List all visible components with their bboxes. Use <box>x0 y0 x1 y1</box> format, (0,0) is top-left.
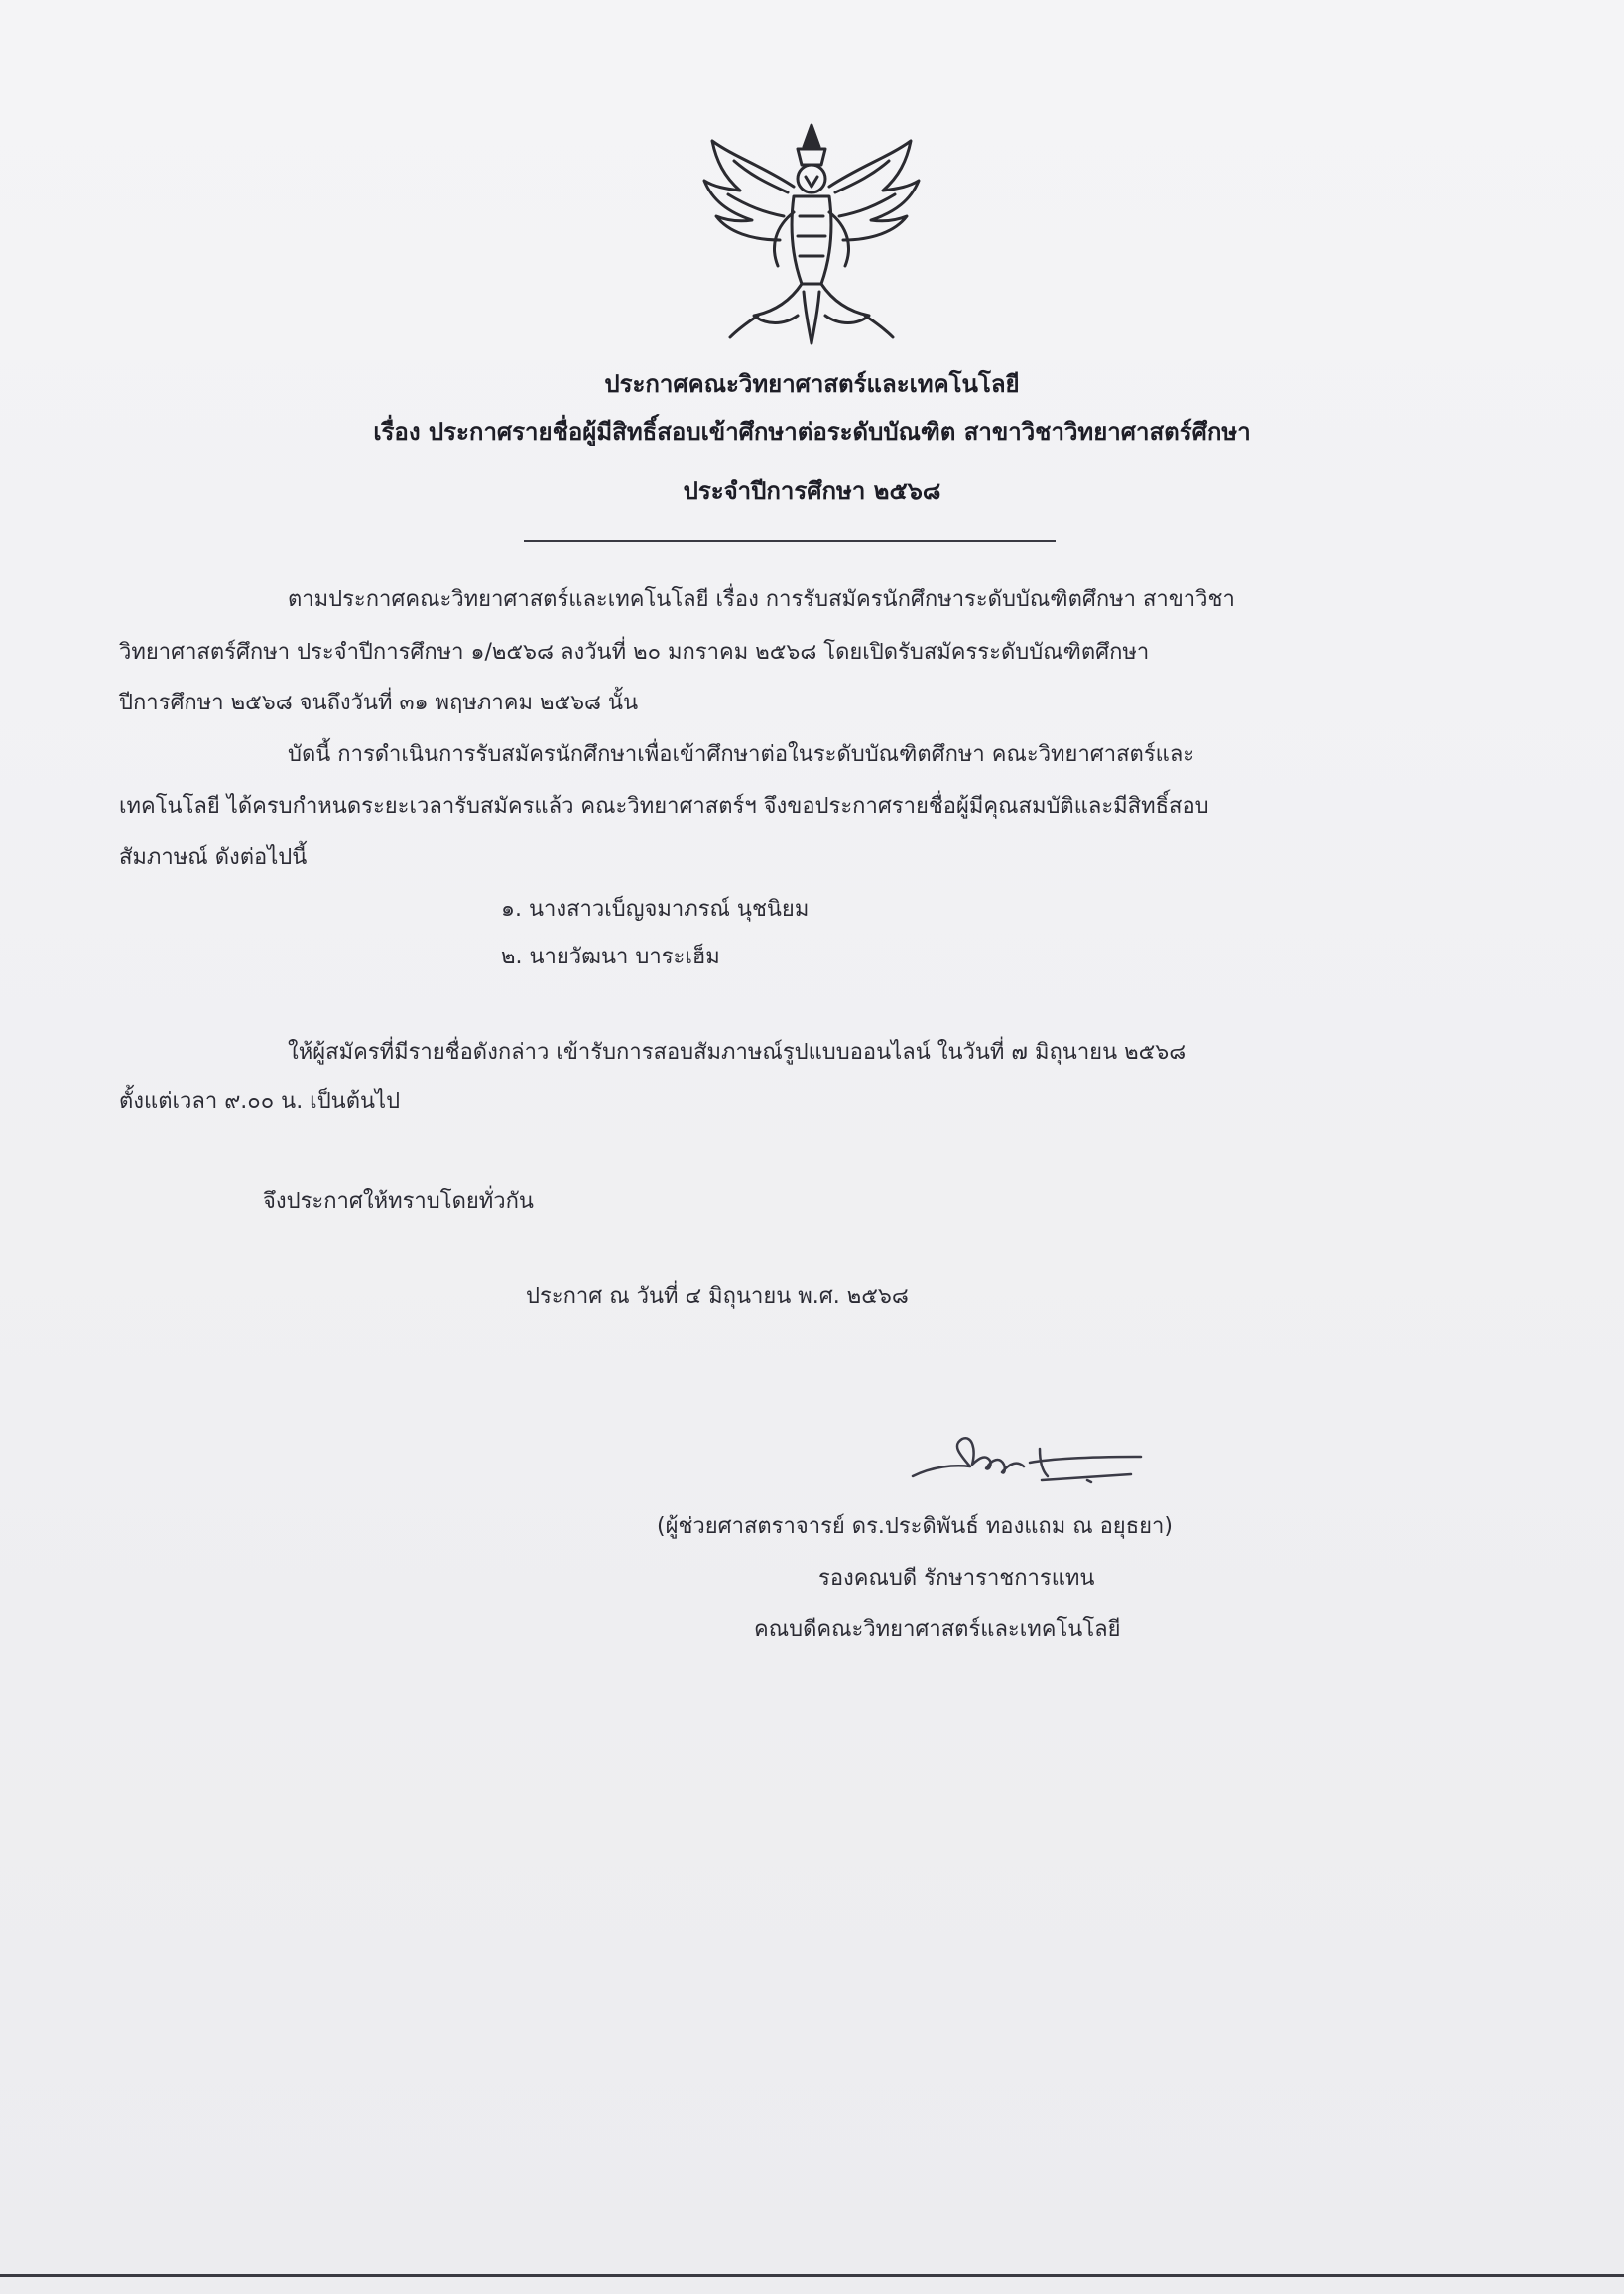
signatory-position-1: รองคณบดี รักษาราชการแทน <box>818 1566 1095 1591</box>
paragraph-2-line-2: เทคโนโลยี ได้ครบกำหนดระยะเวลารับสมัครแล้ว คณะวิทยาศาสตร์ฯ จึงขอประกาศรายชื่อผู้มีคุณสมบัติและมีสิทธิ์สอบ <box>119 794 1209 819</box>
page-bottom-border <box>0 2274 1624 2277</box>
heading-divider <box>524 540 1056 542</box>
paragraph-3-line-2: ตั้งแต่เวลา ๙.๐๐ น. เป็นต้นไป <box>119 1089 401 1114</box>
garuda-emblem-icon <box>694 117 929 351</box>
candidate-item: ๒. นายวัฒนา บาระเฮ็ม <box>501 945 720 969</box>
announcement-title: ประกาศคณะวิทยาศาสตร์และเทคโนโลยี <box>604 370 1020 398</box>
signatory-name: (ผู้ช่วยศาสตราจารย์ ดร.ประดิพันธ์ ทองแถม ณ อยุธยา) <box>657 1514 1173 1539</box>
announcement-subject: เรื่อง ประกาศรายชื่อผู้มีสิทธิ์สอบเข้าศึกษาต่อระดับบัณฑิต สาขาวิชาวิทยาศาสตร์ศึกษา <box>373 418 1251 446</box>
paragraph-1-line-1: ตามประกาศคณะวิทยาศาสตร์และเทคโนโลยี เรื่อง การรับสมัครนักศึกษาระดับบัณฑิตศึกษา สาขาวิชา <box>288 587 1235 612</box>
signatory-position-2: คณบดีคณะวิทยาศาสตร์และเทคโนโลยี <box>754 1617 1121 1642</box>
closing-statement: จึงประกาศให้ทราบโดยทั่วกัน <box>263 1189 534 1213</box>
paragraph-1-line-2: วิทยาศาสตร์ศึกษา ประจำปีการศึกษา ๑/๒๕๖๘ ลงวันที่ ๒๐ มกราคม ๒๕๖๘ โดยเปิดรับสมัครระดับบัณฑิตศึกษา <box>119 640 1150 665</box>
signature-image <box>893 1409 1171 1508</box>
paragraph-2-line-3: สัมภาษณ์ ดังต่อไปนี้ <box>119 845 308 870</box>
paragraph-1-line-3: ปีการศึกษา ๒๕๖๘ จนถึงวันที่ ๓๑ พฤษภาคม ๒๕๖๘ นั้น <box>119 691 639 715</box>
candidate-item: ๑. นางสาวเบ็ญจมาภรณ์ นุชนิยม <box>501 897 810 922</box>
paragraph-3-line-1: ให้ผู้สมัครที่มีรายชื่อดังกล่าว เข้ารับการสอบสัมภาษณ์รูปแบบออนไลน์ ในวันที่ ๗ มิถุนายน ๒๕๖๘ <box>288 1040 1187 1065</box>
announcement-academic-year: ประจำปีการศึกษา ๒๕๖๘ <box>683 477 941 505</box>
announcement-date: ประกาศ ณ วันที่ ๔ มิถุนายน พ.ศ. ๒๕๖๘ <box>526 1284 909 1309</box>
paragraph-2-line-1: บัดนี้ การดำเนินการรับสมัครนักศึกษาเพื่อเข้าศึกษาต่อในระดับบัณฑิตศึกษา คณะวิทยาศาสตร์และ <box>288 742 1195 767</box>
